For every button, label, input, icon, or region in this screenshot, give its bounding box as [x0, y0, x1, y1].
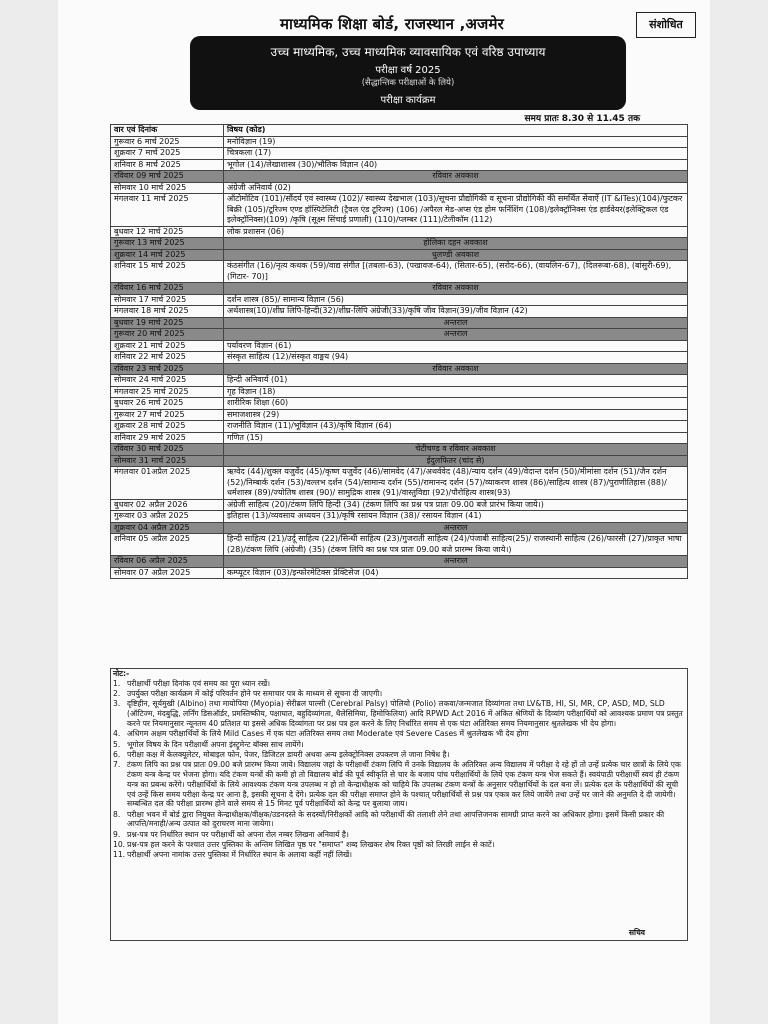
note-text: परीक्षा भवन में बोर्ड द्वारा नियुक्त केन्द्राधीक्षक/वीक्षक/उडनदस्ते के सदस्यों/निरीक्षकों आदि को परीक्षार्थी की तलाशी लेने तथा आपत्तिजनक सामग्री प्राप्त करने का अधिकार होगा। इसमें किसी प्रकार की आपत्ति/मनाही/अन्य उत्पात को दुराचरण माना जायेगा। [127, 809, 665, 829]
table-row [111, 421, 688, 433]
note-text: प्रश्न-पत्र हल करने के पश्चात उत्तर पुस्तिका के अन्तिम लिखित पृष्ठ पर "समाप्त" शब्द लिखकर शेष रिक्त पृष्ठों को तिरछी लाईन से काटें। [127, 840, 495, 850]
row-subject: ईदुलफितर (चांद से) [224, 455, 688, 467]
holiday-row [111, 317, 688, 329]
holiday-row [111, 522, 688, 534]
table-row [111, 340, 688, 352]
row-date: मंगलवार 18 मार्च 2025 [111, 306, 224, 318]
row-date: सोमवार 24 मार्च 2025 [111, 375, 224, 387]
row-subject: अर्थशास्त्र(10)/शीघ्र लिपि-हिन्दी(32)/शीघ्र-लिपि अंग्रेजी(33)/कृषि जीव विज्ञान(39)/जीव विज्ञान (42) [224, 306, 688, 318]
note-text: परीक्षार्थी अपना नामांक उत्तर पुस्तिका में निर्धारित स्थान के अलावा कहीं नहीं लिखें। [127, 850, 353, 860]
row-date: शुक्रवार 14 मार्च 2025 [111, 249, 224, 261]
note-number: 3. [113, 699, 121, 709]
note-number: 1. [113, 678, 121, 688]
title-banner [190, 36, 626, 110]
note-number: 10. [113, 840, 126, 850]
table-row [111, 306, 688, 318]
table-row [111, 294, 688, 306]
table-row [111, 226, 688, 238]
row-subject: अंग्रेजी साहित्य (20)/टंकण लिपि हिन्दी (34) (टंकण लिपि का प्रश्न पत्र प्रातः 09.00 बजे प्रारंभ किया जाये।) [224, 499, 688, 511]
row-date: बुधवार 19 मार्च 2025 [111, 317, 224, 329]
note-item [113, 689, 685, 699]
note-number: 5. [113, 739, 121, 749]
holiday-row [111, 249, 688, 261]
row-date: शुक्रवार 04 अप्रैल 2025 [111, 522, 224, 534]
row-subject: दर्शन शास्त्र (85)/ सामान्य विज्ञान (56) [224, 294, 688, 306]
row-date: शुक्रवार 28 मार्च 2025 [111, 421, 224, 433]
table-row [111, 534, 688, 556]
note-item [113, 760, 685, 809]
table-row [111, 467, 688, 500]
row-date: गुरूवार 03 अप्रैल 2025 [111, 511, 224, 523]
exam-title: उच्च माध्यमिक, उच्च माध्यमिक व्यावसायिक एवं वरिष्ठ उपाध्याय [270, 45, 546, 59]
table-row [111, 567, 688, 579]
table-row [111, 159, 688, 171]
row-subject: गणित (15) [224, 432, 688, 444]
table-row [111, 398, 688, 410]
holiday-row [111, 455, 688, 467]
row-date: शनिवार 05 अप्रैल 2025 [111, 534, 224, 556]
row-subject: हिन्दी साहित्य (21)/उर्दू साहित्य (22)/सिन्धी साहित्य (23)/गुजराती साहित्य (24)/पंजाबी साहित्य(25)/ राजस्थानी साहित्य (26)/फारसी (27)/प्राकृत भाषा (28)/टंकण लिपि (अंग्रेजी) (35) (टंकण लिपि का प्रश्न पत्र प्रातः 09.00 बजे प्रारम्भ किया जाये।) [224, 534, 688, 556]
row-date: रविवार 23 मार्च 2025 [111, 363, 224, 375]
note-item [113, 679, 685, 689]
note-number: 9. [113, 829, 121, 839]
row-date: रविवार 16 मार्च 2025 [111, 283, 224, 295]
holiday-row [111, 283, 688, 295]
row-subject: चेटीचण्ड व रविवार अवकाश [224, 444, 688, 456]
board-title: माध्यमिक शिक्षा बोर्ड, राजस्थान ,अजमेर [279, 15, 505, 33]
subject-column-header: विषय (कोड) [224, 125, 688, 137]
note-text: अधिगम अक्षम परीक्षार्थियों के लिये Mild Cases में एक घंटा अतिरिक्त समय तथा Moderate एवं Severe Cases में श्रुतलेखक भी देय होगा [127, 729, 529, 739]
row-subject: इतिहास (13)/व्यवसाय अध्ययन (31)/कृषि रसायन विज्ञान (38)/ रसायन विज्ञान (41) [224, 511, 688, 523]
note-number: 6. [113, 749, 121, 759]
row-date: सोमवार 17 मार्च 2025 [111, 294, 224, 306]
row-subject: होलिका दहन अवकाश [224, 238, 688, 250]
row-subject: रविवार अवकाश [224, 171, 688, 183]
table-row [111, 375, 688, 387]
row-date: गुरूवार 20 मार्च 2025 [111, 329, 224, 341]
row-subject: अन्तराल [224, 329, 688, 341]
row-subject: अन्तराल [224, 556, 688, 568]
holiday-row [111, 556, 688, 568]
note-text: दृष्टिहीन, सूर्यमुखी (Albino) तथा मायोपिया (Myopia) सेरीब्रल पाल्सी (Cerebral Palsy) पोलियो (Polio) लकवा/जन्मजात दिव्यांगता तथा LV&TB, HI, SI, MR, CP, ASD, MD, SLD (ऑटिज्म, मंदबुद्धि, लर्निंग डिसऑर्डर, प्रमस्तिष्कीय, पक्षाघात, बहुदिव्यांगता, थैलेसिमिया, हिमोफिलिया) आदि RPWD Act 2016 में अंकित श्रेणियों के दिव्यांग परीक्षार्थियों को आवश्यक प्रमाण पत्र प्रस्तुत करने पर नियमानुसार न्यूनतम 40 प्रतिशत या इससे अधिक दिव्यांगता पर प्रश्न पत्र हल करने के लिए निर्धारित समय से एक घंटा अतिरिक्त समय नियमानुसार श्रुतलेखक भी देय होगा। [127, 699, 683, 728]
schedule-heading: परीक्षा कार्यक्रम [380, 95, 436, 106]
row-subject: अन्तराल [224, 317, 688, 329]
table-row [111, 352, 688, 364]
note-text: उपर्युक्त परीक्षा कार्यक्रम में कोई परिवर्तन होने पर समाचार पत्र के माध्यम से सूचना दी जाएगी। [127, 689, 383, 699]
row-date: रविवार 30 मार्च 2025 [111, 444, 224, 456]
note-text: परीक्षार्थी परीक्षा दिनांक एवं समय का पूरा ध्यान रखें। [127, 678, 271, 688]
exam-time: समय प्रातः 8.30 से 11.45 तक [524, 114, 640, 124]
row-date: मंगलवार 11 मार्च 2025 [111, 194, 224, 227]
row-date: बुधवार 26 मार्च 2025 [111, 398, 224, 410]
row-subject: अन्तराल [224, 522, 688, 534]
row-subject: कम्प्यूटर विज्ञान (03)/इन्फोरमेटिक्स प्रेक्टिसेज (04) [224, 567, 688, 579]
row-subject: समाजशास्त्र (29) [224, 409, 688, 421]
note-number: 2. [113, 689, 121, 699]
row-date: बुधवार 12 मार्च 2025 [111, 226, 224, 238]
row-subject: गृह विज्ञान (18) [224, 386, 688, 398]
holiday-row [111, 329, 688, 341]
note-item [113, 740, 685, 750]
row-date: शनिवार 29 मार्च 2025 [111, 432, 224, 444]
note-text: भूगोल विषय के दिन परीक्षार्थी अपना इंस्ट्रूमेन्ट बॉक्स साथ लायेंगे। [127, 739, 304, 749]
row-subject: लोक प्रशासन (06) [224, 226, 688, 238]
revised-stamp: संशोधित [636, 12, 696, 38]
row-subject: ऋग्वेद (44)/शुक्ल यजुर्वेद (45)/कृष्ण यजुर्वेद (46)/सामवेद (47)/अथर्ववेद (48)/न्याय दर्शन (49)/वेदान्त दर्शन (50)/मीमांसा दर्शन (51)/जैन दर्शन (52)/निम्बार्क दर्शन (53)/वल्लभ दर्शन (54)/सामान्य दर्शन (55)/रामानन्द दर्शन (57)/व्याकरण शास्त्र (86)/साहित्य शास्त्र (87)/पुराणीतिहास (88)/धर्मशास्त्र (89)/ज्योतिष शास्त्र (90)/ सामुद्रिक शास्त्र (91)/वास्तुविद्या (92)/पौरोहित्य शास्त्र(93) [224, 467, 688, 500]
note-text: टंकण लिपि का प्रश्न पत्र प्रातः 09.00 बजे प्रारम्भ किया जाये। विद्यालय जहां के परीक्षार्थी टंकण लिपि में उनके विद्यालय के अतिरिक्त अन्य विद्यालय में परीक्षा दे रहे हों तो उन्हें प्रत्येक चार छात्रों के लिये एक टंकण यन्त्र केन्द्र पर भेजना होगा। यदि टंकण यन्त्रों की कमी हो तो विद्यालय बोर्ड की पूर्व स्वीकृति से चार के बजाय पांच परीक्षार्थियों के लिये एक टंकण यन्त्र भेज सकते हैं। स्वयंपाठी परीक्षार्थी स्वयं ही टंकण यन्त्र का प्रबन्ध करेंगे। परीक्षार्थियों के लिये आवश्यक टंकण यन्त्र उपलब्ध न हो तो केन्द्राधीक्षक को चाहिये कि उपलब्ध टंकण यन्त्रों के अनुसार परीक्षार्थियों के दल बना लें। प्रत्येक दल के परीक्षार्थियों की सूची एवं उन्हें किस समय परीक्षा केन्द्र पर आना है, इसकी सूचना दे देंगे। प्रत्येक दल की परीक्षा समाप्त होने के पश्चात् परीक्षार्थियों से प्रश्न पत्र एकत्र कर लिये जायेंगे तथा उन्हें घर जाने की अनुमति दे दी जायेगी। सम्बन्धित दल की परीक्षा प्रारम्भ होने वाले समय से 15 मिनट पूर्व परीक्षार्थियों को केन्द्र पर बुलाया जाय। [127, 760, 681, 809]
holiday-row [111, 444, 688, 456]
notes-list [113, 679, 685, 860]
row-date: मंगलवार 01अप्रैल 2025 [111, 467, 224, 500]
holiday-row [111, 363, 688, 375]
table-row [111, 194, 688, 227]
row-date: रविवार 09 मार्च 2025 [111, 171, 224, 183]
note-text: परीक्षा कक्ष में केलक्यूलेटर, मोबाइल फोन, पेजर, डिजिटल डायरी अथवा अन्य इलेक्ट्रोनिक्स उपकरण ले जाना निषेध है। [127, 749, 450, 759]
note-number: 8. [113, 809, 121, 819]
day-column-header: वार एवं दिनांक [111, 125, 224, 137]
note-number: 4. [113, 729, 121, 739]
row-date: रविवार 06 अप्रैल 2025 [111, 556, 224, 568]
row-date: बुधवार 02 अप्रैल 2026 [111, 499, 224, 511]
note-item [113, 750, 685, 760]
table-row [111, 511, 688, 523]
row-subject: रविवार अवकाश [224, 363, 688, 375]
note-item [113, 810, 685, 830]
holiday-row [111, 171, 688, 183]
schedule-table [110, 124, 688, 579]
note-item [113, 840, 685, 850]
note-item [113, 830, 685, 840]
table-row [111, 386, 688, 398]
row-subject: ऑटोमोटिव (101)/सौंदर्य एवं स्वास्थ्य (102)/ स्वास्थ्य देखभाल (103)/सूचना प्रौद्योगिकी व सूचना प्रौद्योगिकी की समर्थित सेवाऐं (IT &ITes)(104)/फुटकर बिक्री (105)/टूरिज्म एण्ड हॉस्पिटेलिटी (ट्रैवल एंड टूरिज्म) (106) /अपैरल मेड-अप्स एंड होम फर्निशिंग (108)/इलेक्ट्रॉनिक्स एंड हार्डवेयर(इलेक्ट्रिकल एंड इलेक्ट्रॉनिक्स)(109) /कृषि (सूक्ष्म सिंचाई प्रणाली) (110)/प्लम्बर (111)/टेलीकॉम (112) [224, 194, 688, 227]
row-subject: रविवार अवकाश [224, 283, 688, 295]
row-date: गुरूवार 27 मार्च 2025 [111, 409, 224, 421]
exam-subtitle: (सैद्धान्तिक परीक्षाओं के लिये) [361, 78, 455, 88]
row-date: मंगलवार 25 मार्च 2025 [111, 386, 224, 398]
row-subject: भूगोल (14)/लेखाशास्त्र (30)/भौतिक विज्ञान (40) [224, 159, 688, 171]
row-date: शुक्रवार 7 मार्च 2025 [111, 148, 224, 160]
row-date: शनिवार 22 मार्च 2025 [111, 352, 224, 364]
row-subject: संस्कृत साहित्य (12)/संस्कृत वाङ्मय (94) [224, 352, 688, 364]
row-date: सोमवार 10 मार्च 2025 [111, 182, 224, 194]
row-date: सोमवार 07 अप्रैल 2025 [111, 567, 224, 579]
row-subject: कंठसंगीत (16)/नृत्य कथक (59)/वाद्य संगीत [(तबला-63), (पखावज-64), (सितार-65), (सरोद-66), (वायलिन-67), (दिलरूबा-68), (बांसुरी-69), (गिटार- 70)] [224, 261, 688, 283]
table-row [111, 136, 688, 148]
row-subject: पर्यावरण विज्ञान (61) [224, 340, 688, 352]
row-subject: अंग्रेजी अनिवार्य (02) [224, 182, 688, 194]
notes-box [110, 668, 688, 941]
row-subject: चित्रकला (17) [224, 148, 688, 160]
row-date: गुरूवार 6 मार्च 2025 [111, 136, 224, 148]
note-number: 7. [113, 760, 121, 770]
row-subject: धुलण्डी अवकाश [224, 249, 688, 261]
note-item [113, 729, 685, 739]
note-item [113, 699, 685, 728]
note-text: प्रश्न-पत्र पर निर्धारित स्थान पर परीक्षार्थी को अपना रोल नम्बर लिखना अनिवार्य है। [127, 829, 349, 839]
note-number: 11. [113, 850, 126, 860]
row-date: गुरूवार 13 मार्च 2025 [111, 238, 224, 250]
table-row [111, 148, 688, 160]
table-row [111, 499, 688, 511]
notes-heading: नोट:- [113, 669, 130, 678]
table-row [111, 261, 688, 283]
note-item [113, 850, 685, 860]
row-subject: हिन्दी अनिवार्य (01) [224, 375, 688, 387]
row-date: शनिवार 8 मार्च 2025 [111, 159, 224, 171]
row-subject: मनोविज्ञान (19) [224, 136, 688, 148]
row-subject: राजनीति विज्ञान (11)/भूविज्ञान (43)/कृषि विज्ञान (64) [224, 421, 688, 433]
row-subject: शारीरिक शिक्षा (60) [224, 398, 688, 410]
exam-year: परीक्षा वर्ष 2025 [375, 65, 441, 76]
table-header-row [111, 125, 688, 137]
table-row [111, 182, 688, 194]
row-date: शुक्रवार 21 मार्च 2025 [111, 340, 224, 352]
table-row [111, 432, 688, 444]
table-row [111, 409, 688, 421]
row-date: सोमवार 31 मार्च 2025 [111, 455, 224, 467]
secretary-sign: सचिव [628, 928, 645, 938]
row-date: शनिवार 15 मार्च 2025 [111, 261, 224, 283]
holiday-row [111, 238, 688, 250]
